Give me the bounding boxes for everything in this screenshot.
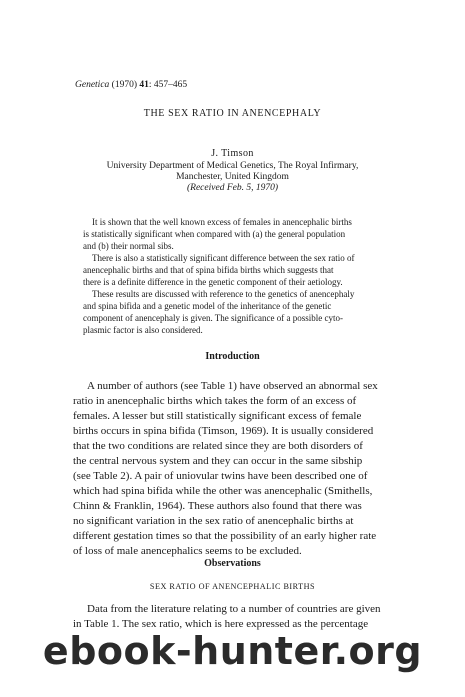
abstract-line: is statistically significant when compared with (a) the general population: [83, 229, 346, 239]
journal-reference: [75, 80, 187, 90]
affiliation-line-1: University Department of Medical Genetics, The Royal Infirmary,: [106, 161, 359, 171]
watermark: ebook-hunter.org: [42, 629, 423, 673]
body-line: the central nervous system and they can occur in the same sibship: [73, 455, 363, 467]
body-line: which had spina bifida while the other was anencephalic (Smithells,: [73, 485, 373, 497]
observations-subheading: SEX RATIO OF ANENCEPHALIC BIRTHS: [149, 582, 316, 591]
body-line: of loss of male anencephalics seems to be excluded.: [73, 545, 302, 557]
body-line: females. A lesser but still statistically significant excess of female: [73, 410, 362, 422]
observations-heading: Observations: [204, 558, 261, 569]
journal-volume: 41: [139, 80, 149, 90]
author-name: J. Timson: [211, 148, 254, 159]
journal-pages: : 457–465: [148, 80, 188, 90]
body-line: A number of authors (see Table 1) have observed an abnormal sex: [87, 380, 378, 392]
abstract-line: These results are discussed with reference to the genetics of anencephaly: [92, 289, 355, 299]
abstract-line: It is shown that the well known excess of females in anencephalic births: [92, 217, 352, 227]
paper-title: THE SEX RATIO IN ANENCEPHALY: [143, 108, 322, 119]
journal-year: (1970): [111, 80, 137, 90]
body-line: Data from the literature relating to a number of countries are given: [87, 603, 381, 615]
abstract-line: There is also a statistically significant difference between the sex ratio of: [92, 253, 355, 263]
body-line: in Table 1. The sex ratio, which is here expressed as the percentage: [73, 618, 369, 630]
abstract-line: component of anencephaly is given. The significance of a possible cyto-: [83, 313, 344, 323]
body-line: different gestation times so that the possibility of an early higher rate: [73, 530, 377, 542]
abstract-line: plasmic factor is also considered.: [83, 325, 203, 335]
body-line: that the two conditions are related since they are both disorders of: [73, 440, 363, 452]
introduction-heading: Introduction: [205, 351, 260, 362]
abstract-line: anencephalic births and that of spina bifida births which suggests that: [83, 265, 334, 275]
abstract-line: and spina bifida and a genetic model of the inheritance of the genetic: [83, 301, 332, 311]
affiliation-line-2: Manchester, United Kingdom: [176, 172, 289, 182]
abstract-line: there is a definite difference in the genetic component of their aetiology.: [83, 277, 343, 287]
body-line: births occurs in spina bifida (Timson, 1969). It is usually considered: [73, 425, 374, 437]
body-line: Chinn & Franklin, 1964). These authors also found that there was: [73, 500, 362, 512]
body-line: no significant variation in the sex ratio of anencephalic births at: [73, 515, 354, 527]
received-date: (Received Feb. 5, 1970): [187, 183, 278, 193]
journal-name: Genetica: [75, 80, 110, 90]
body-line: ratio in anencephalic births which takes the form of an excess of: [73, 395, 357, 407]
body-line: (see Table 2). A pair of uniovular twins have been described one of: [73, 470, 368, 482]
abstract-line: and (b) their normal sibs.: [83, 241, 174, 251]
